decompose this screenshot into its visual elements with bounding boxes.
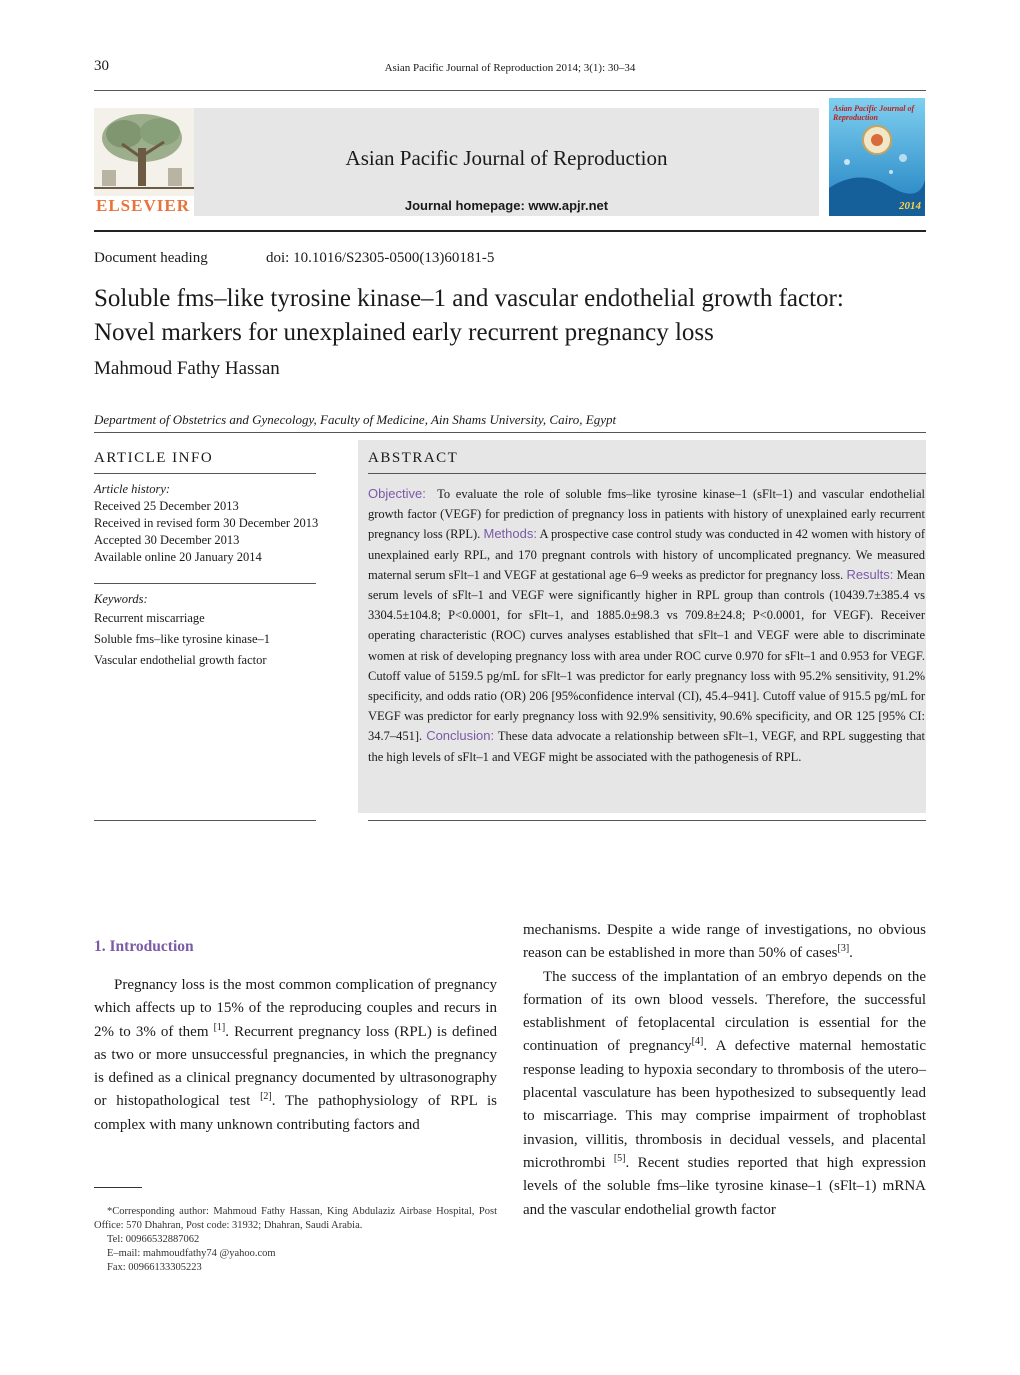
footnote-address: *Corresponding author: Mahmoud Fathy Hassan, King Abdulaziz Airbase Hospital, Post Office: 570 Dhahran, Post code: 31932; Dhahran, Saudi Arabia. [94,1206,497,1231]
text-run: Pregnancy loss is the most common complication of pregnancy which affects up to 15% of the reproducing couples and recurs in 2% to 3% of them [94,977,497,1040]
introduction-heading: 1. Introduction [94,938,194,955]
methods-label: Methods: [483,526,537,542]
text-run: . [849,945,853,962]
abstract-heading: ABSTRACT [368,450,459,466]
footnote-email[interactable]: E–mail: mahmoudfathy74 @yahoo.com [107,1248,276,1259]
masthead-divider [94,230,926,232]
citation-link[interactable]: [4] [691,1036,704,1048]
text-run: mechanisms. Despite a wide range of investigations, no obvious reason can be established in more than 50% of cases [523,922,926,962]
keywords-divider [94,583,316,584]
affiliation-divider [94,432,926,433]
footnote-fax: Fax: 00966133305223 [107,1262,202,1273]
doi-link[interactable]: doi: 10.1016/S2305-0500(13)60181-5 [266,250,495,266]
intro-paragraph-2 [523,966,926,1222]
footnote-tel: Tel: 00966532887062 [107,1234,200,1245]
keyword-item: Vascular endothelial growth factor [94,653,267,667]
conclusion-text: These data advocate a relationship between sFlt–1, VEGF, and RPL suggesting that the high levels of sFlt–1 and VEGF might be associated with the pathogenesis of RPL. [368,729,925,764]
document-heading-label: Document heading [94,250,208,266]
journal-name: Asian Pacific Journal of Reproduction [345,146,668,170]
intro-paragraph-1-continued [523,919,926,966]
article-info-heading: ARTICLE INFO [94,450,214,466]
article-author: Mahmoud Fathy Hassan [94,358,280,379]
text-run: . Recurrent pregnancy loss (RPL) is defined as two or more unsuccessful pregnancies, in which the pregnancy is defined as a clinical pregnancy documented by ultrasonography or histopathological test [94,1023,497,1110]
top-divider [94,90,926,91]
keywords-title: Keywords: [94,592,148,606]
article-info-divider [94,473,316,474]
article-title-line-1: Soluble fms–like tyrosine kinase–1 and vascular endothelial growth factor: [94,285,844,312]
results-label: Results: [846,566,894,582]
conclusion-label: Conclusion: [426,728,495,744]
introduction-left-column [94,974,497,1137]
introduction-right-column [523,919,926,1222]
running-header: Asian Pacific Journal of Reproduction 2014; 3(1): 30–34 [384,62,636,74]
publisher-wordmark: ELSEVIER [96,196,190,215]
keywords [94,591,270,671]
text-run: . The pathophysiology of RPL is complex with many unknown contributing factors and [94,1093,498,1133]
article-title [94,282,934,350]
history-accepted: Accepted 30 December 2013 [94,533,240,547]
objective-label: Objective: [368,486,426,501]
author-affiliation: Department of Obstetrics and Gynecology, Faculty of Medicine, Ain Shams University, Cairo, Egypt [94,412,617,427]
methods-text: A prospective case control study was conducted in 42 women with history of unexplained early RPL, and 170 pregnant controls with history of uncomplicated pregnancy. We measured maternal serum sFlt–1 and VEGF at gestational age 6–9 weeks as predictor for pregnancy loss. [368,527,925,582]
history-received: Received 25 December 2013 [94,499,239,513]
cover-year: 2014 [899,200,921,212]
results-text: Mean serum levels of sFlt–1 and VEGF were significantly higher in RPL group than controls (10439.7±385.4 vs 3304.5±104.8; P<0.0001, for sFlt–1, and 1885.0±98.3 vs 709.8±24.8; P<0.0001, for VEGF). Receiver operating characteristic (ROC) curves analyses established that sFlt–1 and VEGF were able to discriminate women at risk of developing pregnancy loss with area under ROC curve 0.970 for sFlt–1 and 0.953 for VEGF. Cutoff value of 5159.5 pg/mL for sFlt–1 was predictor for early pregnancy loss with 95.2% sensitivity, 91.2% specificity, and odds ratio (OR) 206 [95%confidence interval (CI), 45.4–941]. Cutoff value of 915.5 pg/mL for VEGF was predictor for early pregnancy loss with 92.9% sensitivity, 90.6% specificity, and OR 125 [95% CI: 34.7–451]. [368,567,926,744]
journal-homepage-link[interactable]: Journal homepage: www.apjr.net [404,198,609,213]
citation-link[interactable]: [3] [837,943,850,955]
text-run: . A defective maternal hemostatic response leading to hypoxia secondary to thrombosis of the utero–placental vasculature has been hypothesized to subsequently lead to miscarriage. This may comprise impairment of trophoblast invasion, villitis, thrombosis in decidual vessels, and placental microthrombi [523,1038,927,1171]
abstract-body [368,484,925,767]
article-history [94,481,318,566]
citation-link[interactable]: [2] [260,1091,272,1103]
abstract-bottom-divider [368,820,926,821]
journal-cover-image [829,98,925,216]
history-online: Available online 20 January 2014 [94,550,262,564]
cover-title: Asian Pacific Journal of Reproduction [833,104,915,122]
text-run: . Recent studies reported that high expression levels of the soluble fms–like tyrosine kinase–1 (sFlt–1) mRNA and the vascular endothelial growth factor [523,1154,926,1218]
article-info-bottom-divider [94,820,316,821]
document-heading-row [94,250,494,267]
keyword-item: Soluble fms–like tyrosine kinase–1 [94,632,271,646]
footnote-divider [94,1187,142,1188]
history-revised: Received in revised form 30 December 2013 [94,516,319,530]
article-title-line-2: Novel markers for unexplained early recurrent pregnancy loss [94,319,714,346]
citation-link[interactable]: [5] [613,1152,626,1164]
citation-link[interactable]: [1] [213,1021,226,1033]
objective-text: To evaluate the role of soluble fms–like tyrosine kinase–1 (sFlt–1) and vascular endothelial growth factor (VEGF) for prediction of pregnancy loss in patients with history of unexplained early recurrent pregnancy loss (RPL). [368,487,926,542]
page-number: 30 [94,58,109,74]
intro-paragraph-1 [94,974,497,1137]
article-history-title: Article history: [94,482,171,496]
text-run: The success of the implantation of an embryo depends on the formation of its own blood vessels. Therefore, the successful establishment of fetoplacental circulation is essential for the continuation of pregnancy [523,968,926,1055]
keyword-item: Recurrent miscarriage [94,611,205,625]
corresponding-author-footnote [94,1205,497,1275]
abstract-divider [368,473,926,474]
